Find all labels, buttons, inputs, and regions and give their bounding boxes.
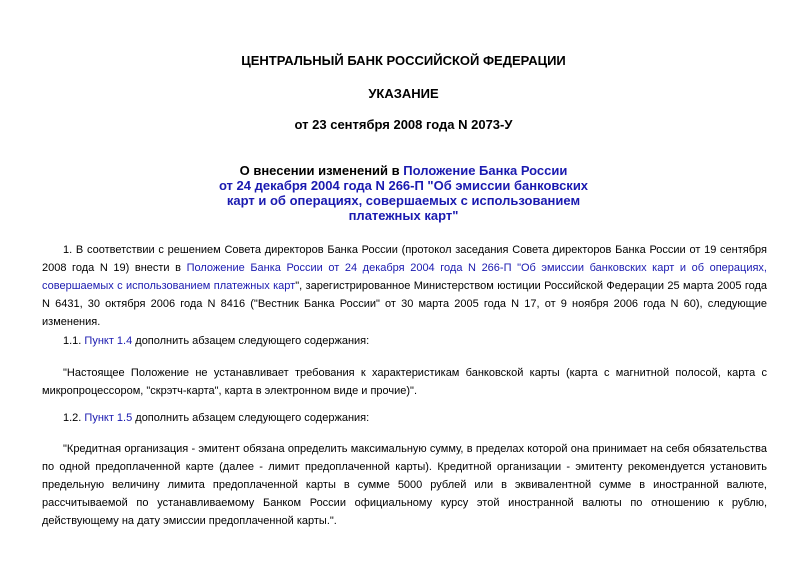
paragraph-1-1: [42, 332, 767, 350]
paragraph-1-rest: ", зарегистрированное Министерством юстиции Российской Федерации 25 марта 2005 года N 6431, 30 октября 2006 года N 8416 ("Вестник Банка России" от 30 марта 2005 года N 17, от 9 ноября 2006 года N 60), следующие изменения.: [42, 280, 767, 328]
regulation-link-title[interactable]: Положение Банка России: [403, 163, 568, 178]
subject-line-1: [0, 163, 807, 178]
subject-prefix: О внесении изменений в: [239, 163, 404, 178]
regulation-link-date[interactable]: от 24 декабря 2004 года N 266-П "Об эмиссии банковских: [218, 178, 589, 193]
paragraph-1-1-number: 1.1.: [63, 335, 85, 347]
regulation-link-cards[interactable]: карт и об операциях, совершаемых с использованием: [226, 193, 581, 208]
paragraph-1-2: [42, 409, 767, 427]
document-subject: [0, 163, 807, 223]
paragraph-1-1-text: дополнить абзацем следующего содержания:: [132, 335, 370, 347]
document-type-heading: УКАЗАНИЕ: [368, 86, 439, 101]
paragraph-1-2-text: дополнить абзацем следующего содержания:: [132, 412, 370, 424]
issuer-heading: ЦЕНТРАЛЬНЫЙ БАНК РОССИЙСКОЙ ФЕДЕРАЦИИ: [241, 53, 566, 68]
paragraph-1-intro: 1. В соответствии с решением Совета директоров Банка России (протокол заседания Совета директоров Банка России от 19 сентября 2008 года N 19) внести в: [42, 244, 767, 274]
quote-2: "Кредитная организация - эмитент обязана определить максимальную сумму, в пределах которой она принимает на себя обязательства по одной предоплаченной карте (далее - лимит предоплаченной карты). Кредитной организации - эмитенту рекомендуется установить предельную величину лимита предоплаченной карты в сумме 5000 рублей или в эквивалентной сумме в иностранной валюте, рассчитываемой по устанавливаемому Банком России официальному курсу этой иностранной валюты по отношению к рублю, действующему на дату эмиссии предоплаченной карты.".: [42, 443, 767, 527]
document-date-heading: от 23 сентября 2008 года N 2073-У: [294, 117, 513, 132]
quote-1: "Настоящее Положение не устанавливает требования к характеристикам банковской карты (карта с магнитной полосой, карта с микропроцессором, "скрэтч-карта", карта в электронном виде и прочие)".: [42, 367, 767, 397]
subject-line-3: [0, 193, 807, 208]
clause-1-4-link[interactable]: Пункт 1.4: [84, 335, 133, 347]
regulation-full-link[interactable]: Положение Банка России от 24 декабря 2004 года N 266-П "Об эмиссии банковских карт и об операциях, совершаемых с использованием платежных карт: [42, 262, 767, 292]
paragraph-1-2-number: 1.2.: [63, 412, 85, 424]
clause-1-5-link[interactable]: Пункт 1.5: [84, 412, 133, 424]
regulation-link-payment[interactable]: платежных карт": [348, 208, 459, 223]
subject-line-4: [0, 208, 807, 223]
subject-line-2: [0, 178, 807, 193]
paragraph-1: [42, 241, 767, 331]
